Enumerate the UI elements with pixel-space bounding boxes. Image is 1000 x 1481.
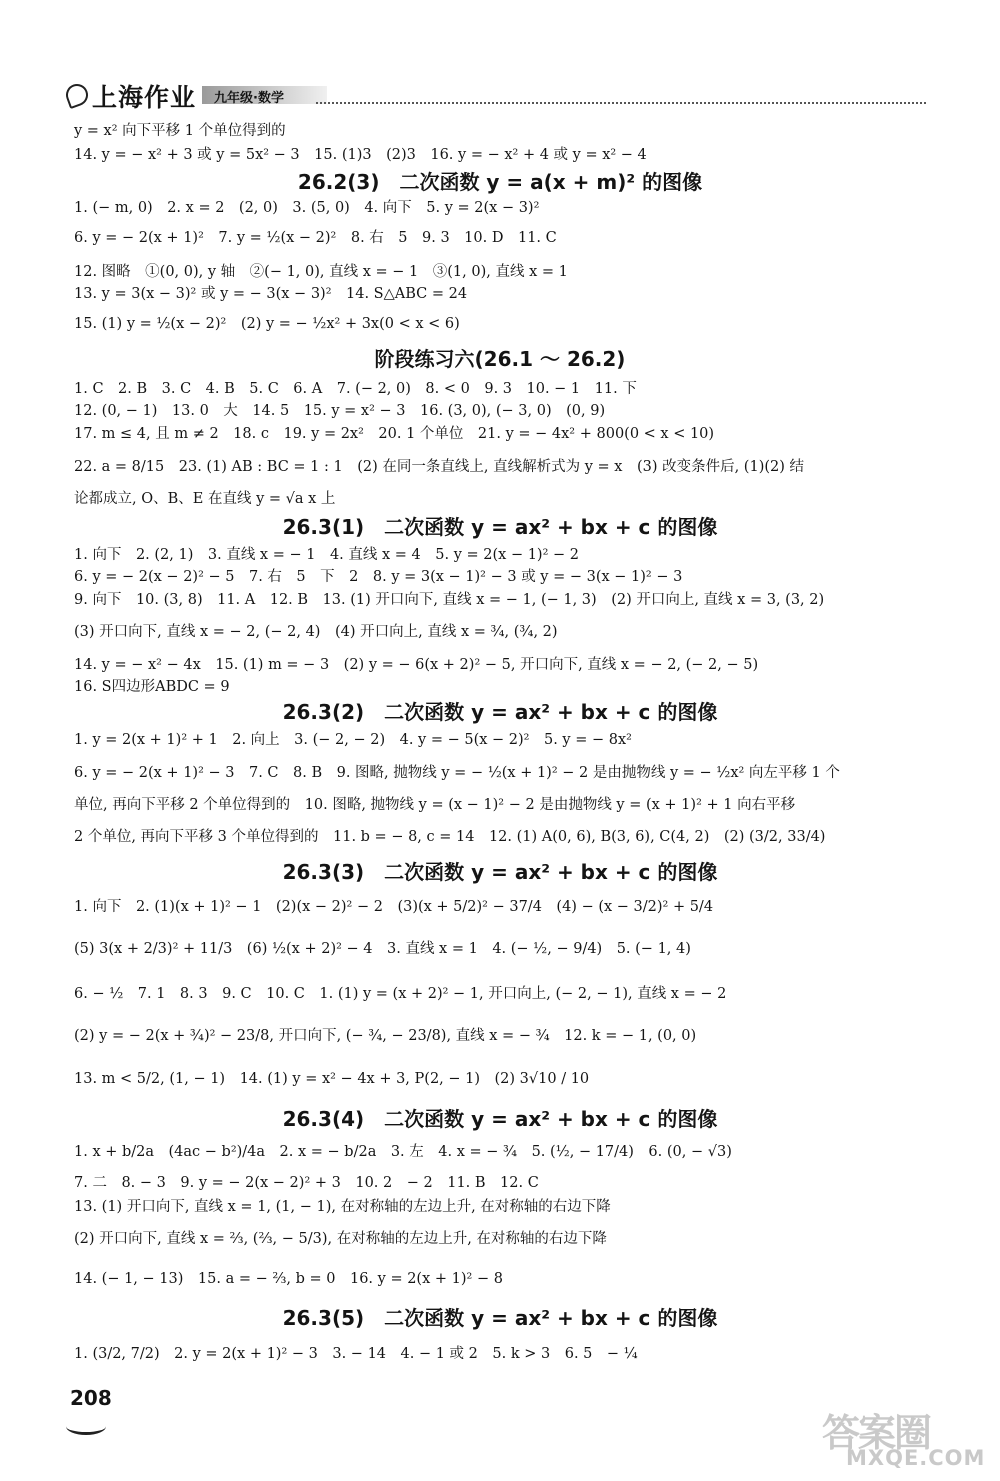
answer-line: 14. y = − x² − 4x 15. (1) m = − 3 (2) y = − 6(x + 2)² − 5, 开口向下, 直线 x = − 2, (− 2, − 5) bbox=[74, 657, 759, 673]
answer-line: (3) 开口向下, 直线 x = − 2, (− 2, 4) (4) 开口向上, 直线 x = ¾, (¾, 2) bbox=[74, 624, 558, 640]
header-subtitle: 九年级·数学 bbox=[214, 91, 284, 106]
answer-line: 14. y = − x² + 3 或 y = 5x² − 3 15. (1)3 (2)3 16. y = − x² + 4 或 y = x² − 4 bbox=[74, 147, 647, 163]
answer-line: 6. y = − 2(x + 1)² − 3 7. C 8. B 9. 图略, 抛物线 y = − ½(x + 1)² − 2 是由抛物线 y = − ½x² 向左平移 1 个 bbox=[74, 765, 840, 781]
answer-line: 15. (1) y = ½(x − 2)² (2) y = − ½x² + 3x(0 < x < 6) bbox=[74, 316, 460, 332]
answer-line: 12. 图略 ①(0, 0), y 轴 ②(− 1, 0), 直线 x = − 1 ③(1, 0), 直线 x = 1 bbox=[74, 264, 568, 280]
answer-line: 单位, 再向下平移 2 个单位得到的 10. 图略, 抛物线 y = (x − 1)² − 2 是由抛物线 y = (x + 1)² + 1 向右平移 bbox=[74, 797, 796, 813]
answer-line: 6. y = − 2(x − 2)² − 5 7. 右 5 下 2 8. y = 3(x − 1)² − 3 或 y = − 3(x − 1)² − 3 bbox=[74, 569, 683, 585]
book-logo-icon bbox=[63, 81, 91, 109]
page-header bbox=[66, 78, 926, 112]
answer-line: 13. y = 3(x − 3)² 或 y = − 3(x − 3)² 14. S△ABC = 24 bbox=[74, 286, 468, 302]
header-title: 上海作业 bbox=[92, 83, 197, 112]
page-ornament-icon bbox=[66, 1418, 106, 1435]
answer-line: 9. 向下 10. (3, 8) 11. A 12. B 13. (1) 开口向下, 直线 x = − 1, (− 1, 3) (2) 开口向上, 直线 x = 3, (3, 2) bbox=[74, 592, 825, 608]
answer-line: 12. (0, − 1) 13. 0 大 14. 5 15. y = x² − 3 16. (3, 0), (− 3, 0) (0, 9) bbox=[74, 403, 606, 419]
section-heading: 26.3(1) 二次函数 y = ax² + bx + c 的图像 bbox=[282, 515, 718, 539]
section-heading: 26.3(5) 二次函数 y = ax² + bx + c 的图像 bbox=[282, 1306, 718, 1330]
section-heading: 阶段练习六(26.1 ～ 26.2) bbox=[374, 347, 626, 371]
section-heading: 26.3(3) 二次函数 y = ax² + bx + c 的图像 bbox=[282, 860, 718, 884]
answer-line: 22. a = 8/15 23. (1) AB : BC = 1 : 1 (2) 在同一条直线上, 直线解析式为 y = x (3) 改变条件后, (1)(2) 结 bbox=[74, 459, 804, 475]
answer-line: 1. (− m, 0) 2. x = 2 (2, 0) 3. (5, 0) 4. 向下 5. y = 2(x − 3)² bbox=[74, 200, 540, 216]
answer-line: 6. y = − 2(x + 1)² 7. y = ½(x − 2)² 8. 右 5 9. 3 10. D 11. C bbox=[74, 230, 557, 246]
answer-line: (2) 开口向下, 直线 x = ⅔, (⅔, − 5/3), 在对称轴的左边上升, 在对称轴的右边下降 bbox=[74, 1231, 607, 1247]
section-heading: 26.3(4) 二次函数 y = ax² + bx + c 的图像 bbox=[282, 1107, 718, 1131]
answer-line: 1. 向下 2. (1)(x + 1)² − 1 (2)(x − 2)² − 2 (3)(x + 5/2)² − 37/4 (4) − (x − 3/2)² + 5/4 bbox=[74, 899, 714, 915]
answer-line: 16. S四边形ABDC = 9 bbox=[74, 679, 230, 695]
answer-line: 13. (1) 开口向下, 直线 x = 1, (1, − 1), 在对称轴的左边上升, 在对称轴的右边下降 bbox=[74, 1199, 611, 1215]
answer-line: 论都成立, O、B、E 在直线 y = √a x 上 bbox=[74, 491, 336, 507]
answer-line: 17. m ≤ 4, 且 m ≠ 2 18. c 19. y = 2x² 20. 1 个单位 21. y = − 4x² + 800(0 < x < 10) bbox=[74, 426, 715, 442]
answer-line: y = x² 向下平移 1 个单位得到的 bbox=[74, 123, 286, 139]
answer-line: 7. 二 8. − 3 9. y = − 2(x − 2)² + 3 10. 2 − 2 11. B 12. C bbox=[74, 1175, 539, 1191]
answer-line: 13. m < 5/2, (1, − 1) 14. (1) y = x² − 4x + 3, P(2, − 1) (2) 3√10 / 10 bbox=[74, 1071, 590, 1087]
watermark-logo: 答案圈 bbox=[822, 1411, 931, 1455]
answer-line: (5) 3(x + 2/3)² + 11/3 (6) ½(x + 2)² − 4 3. 直线 x = 1 4. (− ½, − 9/4) 5. (− 1, 4) bbox=[74, 941, 691, 957]
answer-line: 1. x + b/2a (4ac − b²)/4a 2. x = − b/2a 3. 左 4. x = − ¾ 5. (½, − 17/4) 6. (0, − √3) bbox=[74, 1144, 732, 1160]
answer-line: 6. − ½ 7. 1 8. 3 9. C 10. C 1. (1) y = (x + 2)² − 1, 开口向上, (− 2, − 1), 直线 x = − 2 bbox=[74, 986, 727, 1002]
watermark-url: MXQE.COM bbox=[846, 1446, 986, 1470]
page-number: 208 bbox=[70, 1386, 112, 1410]
section-heading: 26.3(2) 二次函数 y = ax² + bx + c 的图像 bbox=[282, 700, 718, 724]
answer-line: 14. (− 1, − 13) 15. a = − ⅔, b = 0 16. y = 2(x + 1)² − 8 bbox=[74, 1271, 503, 1287]
section-heading: 26.2(3) 二次函数 y = a(x + m)² 的图像 bbox=[297, 170, 703, 194]
answer-line: 1. y = 2(x + 1)² + 1 2. 向上 3. (− 2, − 2) 4. y = − 5(x − 2)² 5. y = − 8x² bbox=[74, 732, 632, 748]
answer-line: 2 个单位, 再向下平移 3 个单位得到的 11. b = − 8, c = 14 12. (1) A(0, 6), B(3, 6), C(4, 2) (2) (3/2, 33/4) bbox=[74, 829, 826, 845]
header-divider bbox=[316, 102, 926, 104]
answer-line: 1. 向下 2. (2, 1) 3. 直线 x = − 1 4. 直线 x = 4 5. y = 2(x − 1)² − 2 bbox=[74, 547, 579, 563]
answer-line: 1. C 2. B 3. C 4. B 5. C 6. A 7. (− 2, 0) 8. < 0 9. 3 10. − 1 11. 下 bbox=[74, 381, 637, 397]
answer-line: (2) y = − 2(x + ¾)² − 23/8, 开口向下, (− ¾, − 23/8), 直线 x = − ¾ 12. k = − 1, (0, 0) bbox=[74, 1028, 697, 1044]
answer-line: 1. (3/2, 7/2) 2. y = 2(x + 1)² − 3 3. − 14 4. − 1 或 2 5. k > 3 6. 5 − ¼ bbox=[74, 1346, 638, 1362]
